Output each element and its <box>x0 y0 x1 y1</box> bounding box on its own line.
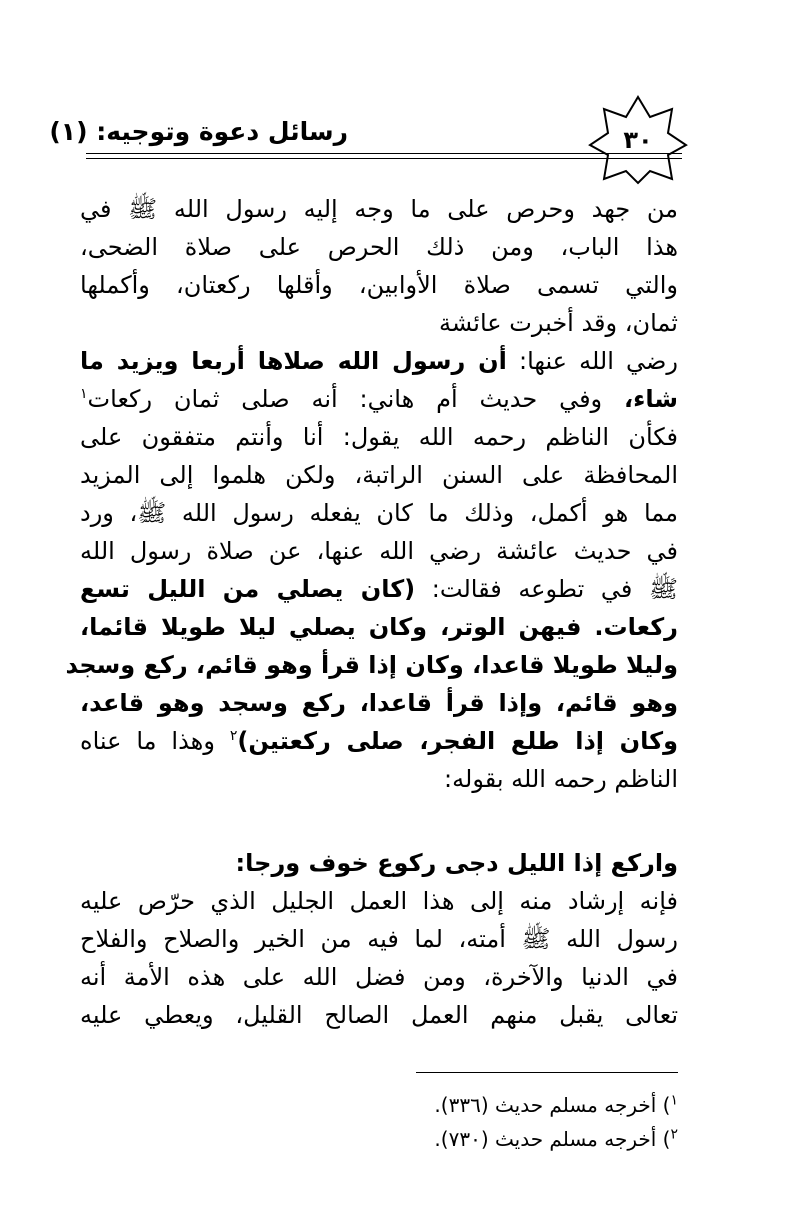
text-line <box>80 570 678 608</box>
text-line <box>80 342 678 380</box>
header-rule-top <box>86 153 682 154</box>
hadith-quote-line: وليلا طويلا قاعدا، وكان إذا قرأ وهو قائم، ركع وسجد <box>65 651 678 679</box>
text-line <box>80 380 678 418</box>
text-line <box>80 722 678 760</box>
footnote-ref[interactable]: ٢ <box>229 728 238 744</box>
text-line: فكأن الناظم رحمه الله يقول: أنا وأنتم متفقون على <box>80 423 678 451</box>
hadith-quote: أن رسول الله صلاها أربعا ويزيد ما <box>80 347 507 375</box>
text-line: المحافظة على السنن الراتبة، ولكن هلموا إلى المزيد <box>80 461 678 489</box>
hadith-quote-line: ركعات. فيهن الوتر، وكان يصلي ليلا طويلا قائما، <box>80 613 678 641</box>
header-rule-bottom <box>86 158 682 159</box>
text-line: مما هو أكمل، وذلك ما كان يفعله رسول الله ﷺ، ورد <box>80 499 678 527</box>
footnote-text: ) أخرجه مسلم حديث (٣٣٦). <box>434 1093 671 1117</box>
text-line: ثمان، وقد أخبرت عائشة <box>439 309 678 337</box>
verse-heading: واركع إذا الليل دجى ركوع خوف ورجا: <box>235 849 678 877</box>
footnote-ref[interactable]: ١ <box>80 386 88 402</box>
text-line: في حديث عائشة رضي الله عنها، عن صلاة رسول الله <box>80 537 678 565</box>
text-span: رضي الله عنها: <box>506 347 678 375</box>
text-line: فإنه إرشاد منه إلى هذا العمل الجليل الذي حرّص عليه <box>80 887 678 915</box>
text-line: الناظم رحمه الله بقوله: <box>444 765 678 793</box>
text-line: من جهد وحرص على ما وجه إليه رسول الله ﷺ في <box>80 195 678 223</box>
text-line: رسول الله ﷺ أمته، لما فيه من الخير والصلاح والفلاح <box>80 925 678 953</box>
text-line: في الدنيا والآخرة، ومن فضل الله على هذه الأمة أنه <box>80 963 678 991</box>
hadith-quote: وكان إذا طلع الفجر، صلى ركعتين) <box>237 727 678 755</box>
footnote-mark: ٢ <box>670 1126 678 1143</box>
text-span: وهذا ما عناه <box>80 727 230 755</box>
text-line: هذا الباب، ومن ذلك الحرص على صلاة الضحى، <box>80 233 678 261</box>
footnote-separator <box>416 1072 678 1073</box>
text-line: تعالى يقبل منهم العمل الصالح القليل، ويعطي عليه <box>80 1001 678 1029</box>
footnote <box>350 1122 678 1156</box>
footnote-mark: ١ <box>670 1092 678 1109</box>
text-span: وفي حديث أم هاني: أنه صلى ثمان ركعات <box>87 385 624 413</box>
footnote <box>350 1088 678 1122</box>
hadith-quote-line: وهو قائم، وإذا قرأ قاعدا، ركع وسجد وهو قاعد، <box>80 689 678 717</box>
footnote-text: ) أخرجه مسلم حديث (٧٣٠). <box>434 1127 671 1151</box>
hadith-quote: (كان يصلي من الليل تسع <box>80 575 416 603</box>
hadith-quote: شاء، <box>624 385 678 413</box>
text-span: ﷺ في تطوعه فقالت: <box>415 575 679 603</box>
running-header-title: رسائل دعوة وتوجيه: (١) <box>49 117 348 146</box>
page-number: ٣٠ <box>623 126 653 154</box>
text-line: والتي تسمى صلاة الأوابين، وأقلها ركعتان، وأكملها <box>80 271 678 299</box>
